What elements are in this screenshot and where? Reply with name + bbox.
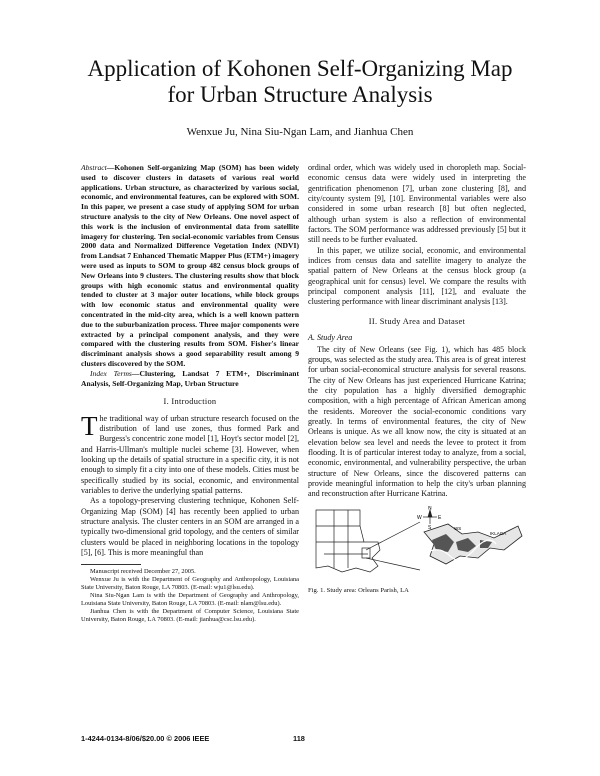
figure-1 [308,506,526,584]
compass-west-label: W [417,514,422,521]
title-line-1: Application of Kohonen Self-Organizing Map [87,56,513,81]
intro-paragraph-1 [81,410,299,497]
footnote-lam: Nina Siu-Ngan Lam is with the Department of Geography and Anthropology, Louisiana State University, Baton Rouge, LA 70803. (E-mail: nlam@lsu.edu). [81,592,299,608]
abstract-text: —Kohonen Self-organizing Map (SOM) has been widely used to discover clusters in datasets of various real world applications. Urban structure, as characterized by various social, economic, and environmental features, can be explored with SOM. In this paper, we present a case study of applying SOM for urban structure analysis to the city of New Orleans. One novel aspect of this work is the inclusion of environmental data from satellite imagery for clustering. Ten social-economic variables from Census 2000 data and Normalized Difference Vegetation Index (NDVI) from Landsat 7 Enhanced Thematic Mapper Plus (ETM+) imagery were used as inputs to SOM to group 482 census block groups of New Orleans into 9 clusters. The clustering results show that block groups with high economic status and environmental quality tended to cluster at 3 major outer locations, while block groups with low economic status and environmental quality were concentrated in the mid-city area, which is a well known pattern due to the suburbanization process. Three major components were extracted by a principal component analysis, and they were compared with the clustering results from SOM. Fisher's linear discriminant analysis shows a good separability result among 9 clusters discovered by the SOM. [81,163,299,368]
index-terms [81,369,299,389]
study-area-paragraph: The city of New Orleans (see Fig. 1), which has 485 block groups, was selected as the study area. This area is of great interest for urban social-economical structure analysis for several reasons. The city of New Orleans has just experienced Hurricane Katrina; the city population has a highly diversified demographic composition, with a high percentage of African American among the residents. Moreover the social-economic conditions vary greatly. In terms of environmental features, the city of New Orleans is unique. As we all know now, the city is situated at an elevation below sea level and needs the levee to protect it from flooding. It is of particular interest today to analyze, from a social, economic, environmental, and vulnerability perspective, the urban structure of New Orleans, since the discovered patterns can provide meaningful information to help the city's urban planning and reconstruction after Hurricane Katrina. [308,344,526,499]
figure-caption: Fig. 1. Study area: Orleans Parish, LA [308,586,409,594]
author-list: Wenxue Ju, Nina Siu-Ngan Lam, and Jianhua Chen [186,126,414,138]
intro-paragraph-1-text: he traditional way of urban structure research focused on the distribution of land use zones, thus formed Park and Burgess's concentric zone model [1], Hoyt's sector model [2], and Harris-Ullman's multiple nuclei scheme [3]. However, when looking up the details of spatial structure in a specific city, it is not enough to simply fit a city into one of these models. Cities must be specifically studied by its social, economic, and environmental variables to derive the underlying spatial patterns. [81,413,299,496]
paper-title [60,56,540,108]
abstract-lead: Abstract [81,163,107,172]
left-column [81,163,299,624]
index-terms-lead: Index Terms [90,368,132,378]
study-area-map [308,506,526,584]
footnotes [81,568,299,624]
footnote-received: Manuscript received December 27, 2005. [90,568,196,576]
section-heading-introduction: I. Introduction [163,397,217,407]
footnote-chen: Jianhua Chen is with the Department of Computer Science, Louisiana State University, Baton Rouge, LA 70803. (E-mail: jianhua@csc.lsu.edu). [81,608,299,624]
footer-page-number: 118 [293,734,305,743]
footer-isbn: 1-4244-0134-8/06/$20.00 © 2006 IEEE [81,734,210,743]
right-column [308,163,526,596]
footnote-divider [81,564,141,565]
map-label-1: WS [454,525,462,531]
compass-rose [423,510,437,524]
abstract [81,163,299,369]
compass-north-label: N [428,505,432,512]
title-line-2: for Urban Structure Analysis [167,82,433,107]
subsection-heading-study-area: A. Study Area [308,333,353,343]
right-paragraph-1: ordinal order, which was widely used in choropleth map. Social-economic census data were widely used in interpreting the gentrification phenomenon [7], urban zone clustering [8], and city/county system [9], [10]. Environmental variables were also considered in some urban research [8] but often neglected, although urban system is also a reflection of environmental factors. The SOM performance was addressed previously [5] but it still needs to be further evaluated. [308,163,526,245]
locator-line-1 [366,522,420,550]
locator-box [362,548,370,558]
map-label-2: IKLAGA [490,530,507,536]
section-heading-study-area: II. Study Area and Dataset [368,316,466,326]
locator-line-2 [366,558,420,570]
intro-paragraph-2: As a topology-preserving clustering technique, Kohonen Self-Organizing Map (SOM) [4] has recently been applied to urban structure analysis. The cluster centers in an SOM are arranged in a typically two-dimensional grid topology, and the centers of similar clusters would be placed in neighboring locations in the topology [5], [6]. This is more meaningful than [81,496,299,558]
right-paragraph-2: In this paper, we utilize social, economic, and environmental indices from census data and satellite imagery to analyze the spatial pattern of New Orleans at the census block group (a geographical unit for census) level. We compare the results with principal component analysis [11], [12], and evaluate the clustering performance with linear discriminant analysis [13]. [308,245,526,307]
index-terms-text: —Clustering, Landsat 7 ETM+, Discriminant Analysis, Self-Organizing Map, Urban Structure [81,368,299,388]
drop-cap: T [81,410,98,441]
compass-south-label: S [428,524,432,531]
orleans-parish-detail [424,524,522,564]
compass-east-label: E [438,514,442,521]
footnote-ju: Wenxue Ju is with the Department of Geography and Anthropology, Louisiana State University, Baton Rouge, LA 70803. (E-mail: wju1@lsu.edu). [81,576,299,592]
